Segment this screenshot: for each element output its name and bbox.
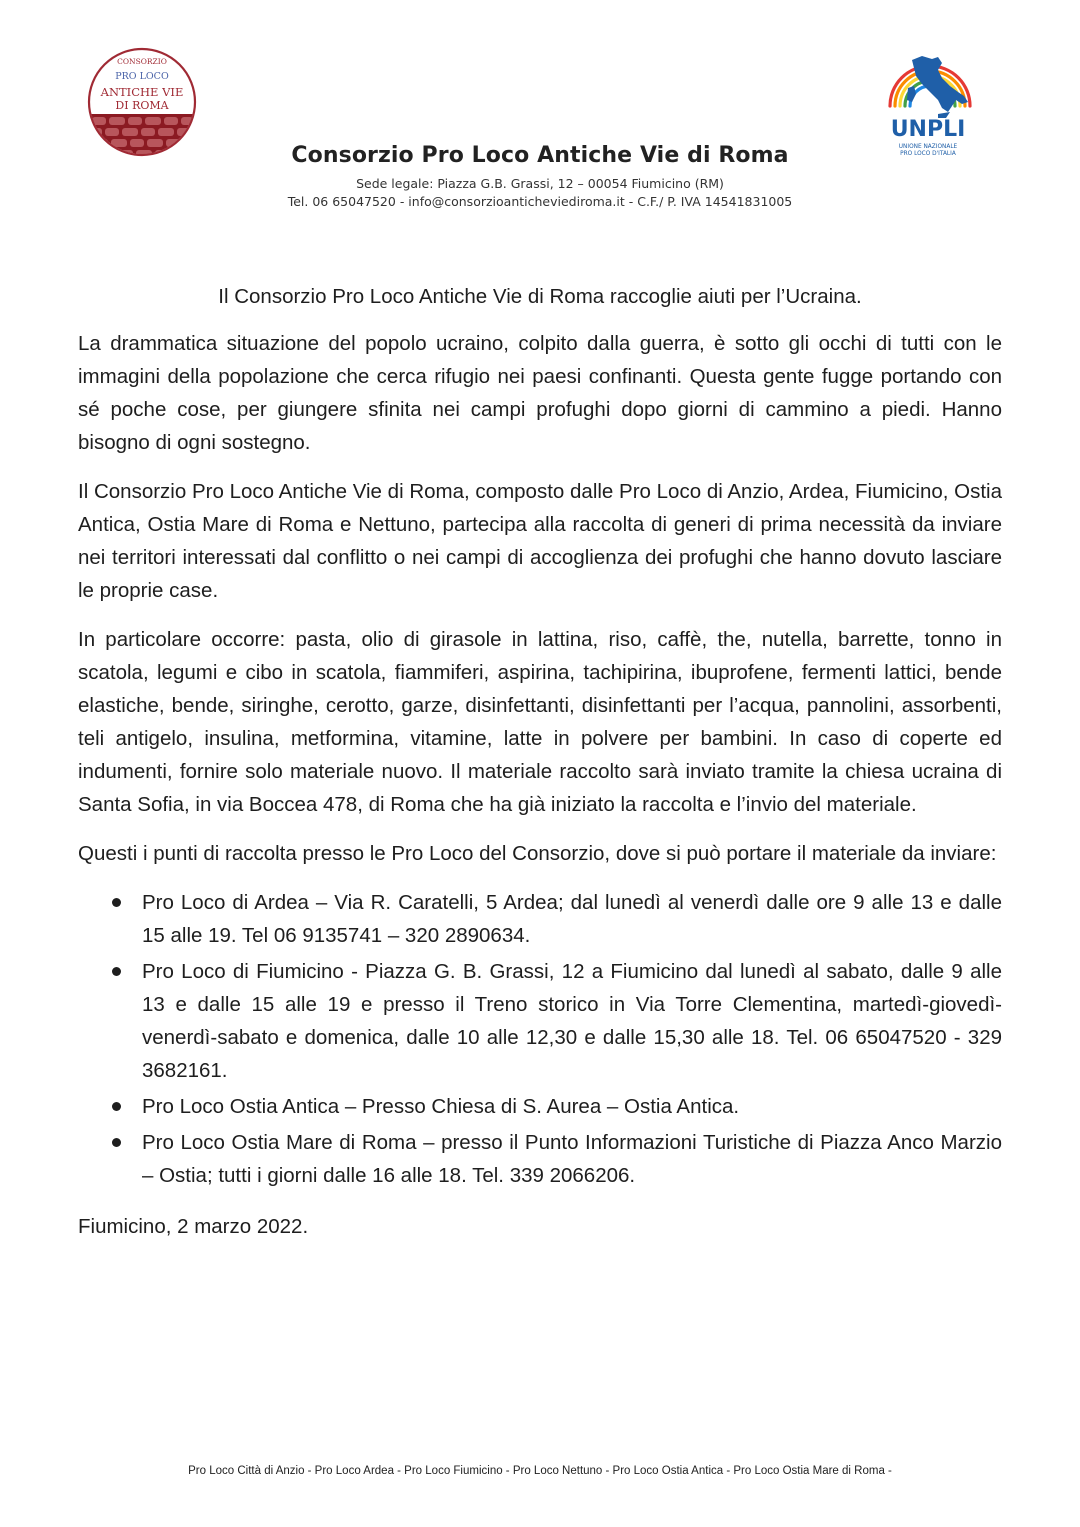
list-item [78,955,1002,1087]
collection-point-fiumicino: Pro Loco di Fiumicino - Piazza G. B. Grassi, 12 a Fiumicino dal lunedì al sabato, dalle 9 alle 13 e dalle 15 alle 19 e presso il Treno storico in Via Torre Clementina, martedì-giovedì-venerdì-sabato e domenica, dalle 10 alle 12,30 e dalle 15,30 alle 18. Tel. 06 65047520 - 329 3682161. [142,960,1002,1082]
document-body [78,280,1002,1259]
place-and-date: Fiumicino, 2 marzo 2022. [78,1215,309,1238]
bullet-icon [112,898,121,907]
unpli-subtitle-1: UNIONE NAZIONALE [898,144,958,150]
seal-line-1: CONSORZIO [117,57,167,66]
registered-office: Sede legale: Piazza G.B. Grassi, 12 – 00054 Fiumicino (RM) [356,176,724,191]
paragraph-collection-intro: Questi i punti di raccolta presso le Pro Loco del Consorzio, dove si può portare il materiale da inviare: [78,842,997,865]
list-item [78,886,1002,952]
collection-points-list [78,886,1002,1192]
unpli-name: UNPLI [890,117,966,142]
collection-point-ardea: Pro Loco di Ardea – Via R. Caratelli, 5 Ardea; dal lunedì al venerdì dalle ore 9 alle 13 e dalle 15 alle 19. Tel 06 9135741 – 320 2890634. [142,891,1002,947]
paragraph-situation: La drammatica situazione del popolo ucraino, colpito dalla guerra, è sotto gli occhi di tutti con le immagini della popolazione che cerca rifugio nei paesi confinanti. Questa gente fugge portando con sé poche cose, per giungere sfinita nei campi profughi dopo giorni di cammino a piedi. Hanno bisogno di ogni sostegno. [78,332,1002,454]
collection-point-ostia-mare: Pro Loco Ostia Mare di Roma – presso il Punto Informazioni Turistiche di Piazza Anco Marzio – Ostia; tutti i giorni dalle 16 alle 18. Tel. 339 2066206. [142,1131,1002,1187]
bullet-icon [112,1138,121,1147]
paragraph-items-needed: In particolare occorre: pasta, olio di girasole in lattina, riso, caffè, the, nutella, barrette, tonno in scatola, legumi e cibo in scatola, fiammiferi, aspirina, tachipirina, ibuprofene, fermenti lattici, bende elastiche, bende, siringhe, cerotto, garze, disinfettanti, disinfettanti per l’acqua, pannolini, assorbenti, teli antigelo, insulina, metformina, vitamine, latte in polvere per bambini. In caso di coperte ed indumenti, fornire solo materiale nuovo. Il materiale raccolto sarà inviato tramite la chiesa ucraina di Santa Sofia, in via Boccea 478, di Roma che ha già iniziato la raccolta e l’invio del materiale. [78,628,1002,816]
paragraph-consortium: Il Consorzio Pro Loco Antiche Vie di Roma, composto dalle Pro Loco di Anzio, Ardea, Fiumicino, Ostia Antica, Ostia Mare di Roma e Nettuno, partecipa alla raccolta di generi di prima necessità da inviare nei territori interessati dal conflitto o nei campi di accoglienza dei profughi che hanno dovuto lasciare le proprie case. [78,480,1002,602]
list-item [78,1126,1002,1192]
seal-line-2: PRO LOCO [115,71,169,82]
organization-name: Consorzio Pro Loco Antiche Vie di Roma [291,143,789,168]
contact-info: Tel. 06 65047520 - info@consorzioanticheviediroma.it - C.F./ P. IVA 14541831005 [287,194,793,209]
footer-member-list: Pro Loco Città di Anzio - Pro Loco Ardea - Pro Loco Fiumicino - Pro Loco Nettuno - Pro Loco Ostia Antica - Pro Loco Ostia Mare di Roma - [188,1465,892,1477]
bullet-icon [112,1102,121,1111]
document-title: Il Consorzio Pro Loco Antiche Vie di Roma raccoglie aiuti per l’Ucraina. [218,285,862,308]
collection-point-ostia-antica: Pro Loco Ostia Antica – Presso Chiesa di S. Aurea – Ostia Antica. [142,1095,740,1118]
list-item [78,1090,1002,1123]
seal-line-4: DI ROMA [115,99,169,112]
seal-line-3: ANTICHE VIE [100,85,184,99]
bullet-icon [112,967,121,976]
unpli-subtitle-2: PRO LOCO D'ITALIA [900,151,956,157]
